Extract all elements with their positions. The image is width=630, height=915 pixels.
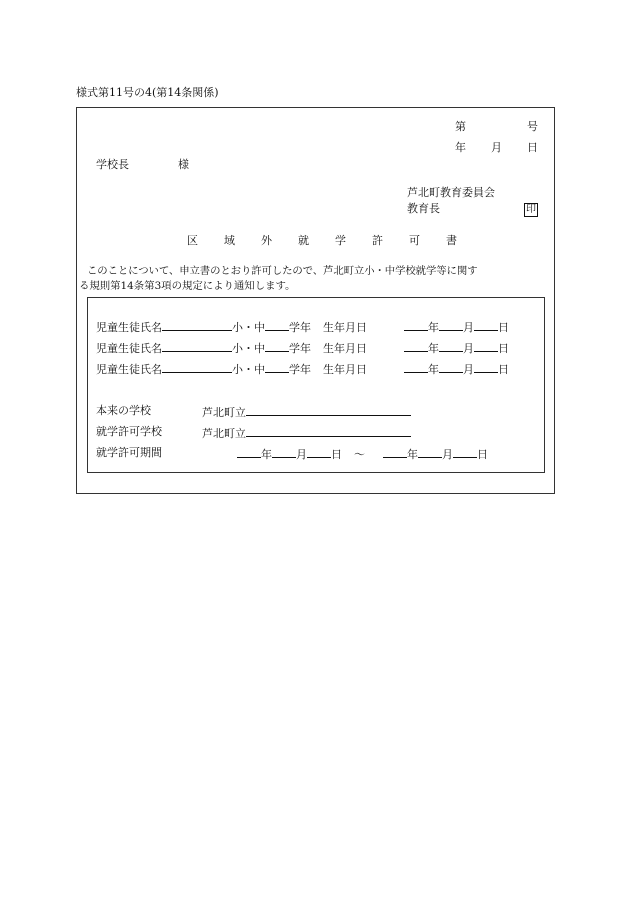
start-day-blank (307, 446, 331, 458)
end-year-label: 年 (407, 448, 418, 461)
birth-year-label: 年 (428, 321, 439, 334)
original-school-label: 本来の学校 (96, 404, 151, 417)
form-label: 様式第11号の4(第14条関係) (76, 86, 219, 99)
student-row (96, 319, 509, 335)
student-name-label: 児童生徒氏名 (96, 363, 162, 376)
doc-number-prefix: 第 (455, 120, 466, 133)
body-line-2: る規則第14条第3項の規定により通知します。 (79, 280, 296, 292)
grade-label: 学年 (289, 363, 311, 376)
birth-month-label: 月 (463, 321, 474, 334)
title-char: 域 (224, 234, 235, 247)
town-prefix: 芦北町立 (202, 427, 246, 440)
date-year: 年 (455, 141, 466, 154)
student-row (96, 340, 509, 356)
birth-year-blank (404, 361, 428, 373)
date-day: 日 (527, 141, 538, 154)
period-label: 就学許可期間 (96, 446, 162, 459)
addressee: 学校長 (96, 158, 129, 171)
birth-year-blank (404, 319, 428, 331)
town-prefix: 芦北町立 (202, 406, 246, 419)
birth-year-label: 年 (428, 363, 439, 376)
document-title (187, 234, 457, 248)
birth-month-blank (439, 319, 463, 331)
school-type: 小・中 (232, 321, 265, 334)
birth-year-blank (404, 340, 428, 352)
student-name-blank (162, 340, 232, 352)
title-char: 外 (261, 234, 272, 247)
issuer-org: 芦北町教育委員会 (407, 186, 495, 199)
date-month: 月 (491, 141, 502, 154)
birth-day-label: 日 (498, 321, 509, 334)
birth-year-label: 年 (428, 342, 439, 355)
birth-day-blank (474, 361, 498, 373)
original-school-row (202, 404, 411, 420)
school-type: 小・中 (232, 342, 265, 355)
birth-label: 生年月日 (323, 342, 367, 355)
period-row (237, 446, 488, 462)
title-char: 区 (187, 234, 198, 247)
birth-month-blank (439, 340, 463, 352)
birth-day-blank (474, 340, 498, 352)
end-month-label: 月 (442, 448, 453, 461)
title-char: 許 (372, 234, 383, 247)
original-school-blank (246, 404, 411, 416)
student-name-blank (162, 361, 232, 373)
period-separator: 〜 (354, 448, 365, 461)
body-line-1: このことについて、申立書のとおり許可したので、芦北町立小・中学校就学等に関す (87, 265, 478, 277)
doc-number-suffix: 号 (527, 120, 538, 133)
grade-blank (265, 361, 289, 373)
title-char: 学 (335, 234, 346, 247)
birth-day-label: 日 (498, 363, 509, 376)
birth-month-label: 月 (463, 342, 474, 355)
birth-month-blank (439, 361, 463, 373)
end-month-blank (418, 446, 442, 458)
honorific: 様 (178, 158, 189, 171)
birth-label: 生年月日 (323, 321, 367, 334)
end-year-blank (383, 446, 407, 458)
birth-month-label: 月 (463, 363, 474, 376)
start-month-blank (272, 446, 296, 458)
title-char: 書 (446, 234, 457, 247)
title-char: 可 (409, 234, 420, 247)
birth-day-blank (474, 319, 498, 331)
student-name-label: 児童生徒氏名 (96, 342, 162, 355)
permitted-school-row (202, 425, 411, 441)
seal-mark: 印 (526, 204, 536, 215)
student-row (96, 361, 509, 377)
issuer-title: 教育長 (407, 202, 440, 215)
start-year-label: 年 (261, 448, 272, 461)
grade-blank (265, 340, 289, 352)
student-name-label: 児童生徒氏名 (96, 321, 162, 334)
end-day-blank (453, 446, 477, 458)
birth-day-label: 日 (498, 342, 509, 355)
start-month-label: 月 (296, 448, 307, 461)
student-name-blank (162, 319, 232, 331)
birth-label: 生年月日 (323, 363, 367, 376)
grade-label: 学年 (289, 321, 311, 334)
school-type: 小・中 (232, 363, 265, 376)
permitted-school-label: 就学許可学校 (96, 425, 162, 438)
title-char: 就 (298, 234, 309, 247)
grade-label: 学年 (289, 342, 311, 355)
start-year-blank (237, 446, 261, 458)
start-day-label: 日 (331, 448, 342, 461)
end-day-label: 日 (477, 448, 488, 461)
grade-blank (265, 319, 289, 331)
permitted-school-blank (246, 425, 411, 437)
